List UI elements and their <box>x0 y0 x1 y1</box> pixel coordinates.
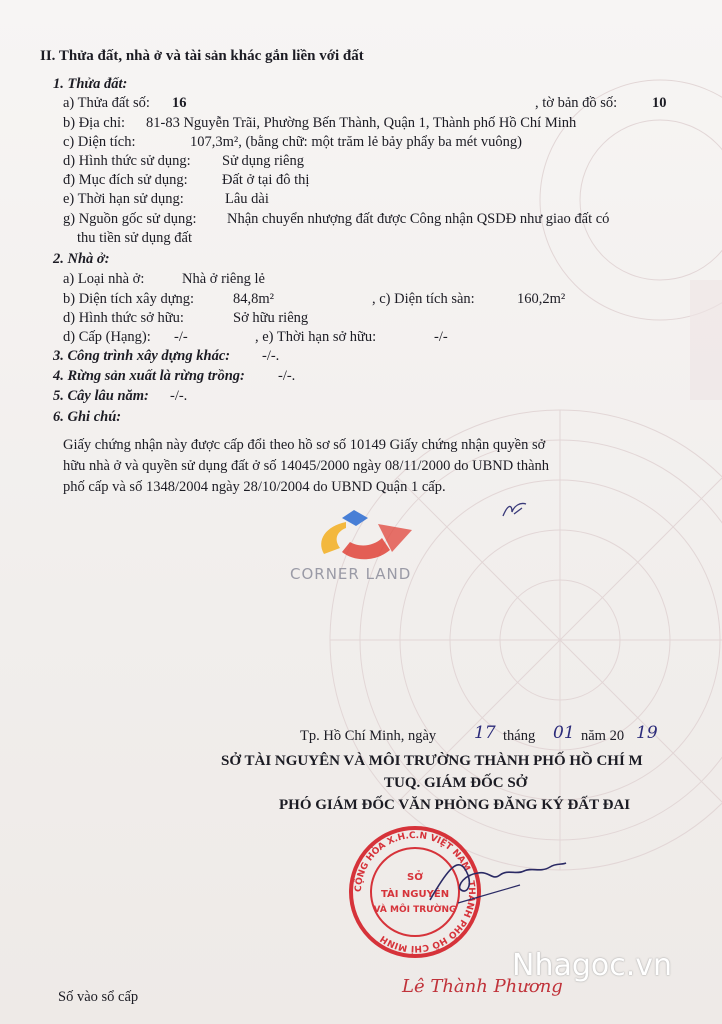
address-label: b) Địa chỉ: <box>63 115 126 131</box>
tuq-title: TUQ. GIÁM ĐỐC SỞ <box>384 775 528 791</box>
ownership-value: Sở hữu riêng <box>233 310 309 326</box>
purpose-label: đ) Mục đích sử dụng: <box>63 172 188 188</box>
address-value: 81-83 Nguyễn Trãi, Phường Bến Thành, Quận 1, Thành phố Hồ Chí Minh <box>146 115 577 131</box>
authority-name: SỞ TÀI NGUYÊN VÀ MÔI TRƯỜNG THÀNH PHỐ HỒ CHÍ M <box>221 753 643 769</box>
floor-area-label: , c) Diện tích sàn: <box>372 291 475 307</box>
stamp-ring-text: CỘNG HÒA X.H.C.N VIỆT NAM · THÀNH PHỐ HỒ CHÍ MINH <box>353 830 477 954</box>
origin-value-line-1: Nhận chuyển nhượng đất được Công nhận QSDĐ như giao đất có <box>227 211 610 227</box>
ownership-label: d) Hình thức sở hữu: <box>63 310 184 326</box>
build-area-value: 84,8m² <box>233 291 275 307</box>
origin-label: g) Nguồn gốc sử dụng: <box>63 211 197 227</box>
notes-line-3: phố cấp và số 1348/2004 ngày 28/10/2004 do UBND Quận 1 cấp. <box>63 479 446 495</box>
forest-heading: 4. Rừng sản xuất là rừng trồng: <box>53 368 245 384</box>
usage-form-value: Sử dụng riêng <box>222 153 304 169</box>
stamp-center-line-1: SỞ <box>407 872 423 883</box>
register-label: Số vào sổ cấp <box>58 989 139 1005</box>
own-term-label: , e) Thời hạn sở hữu: <box>255 329 377 345</box>
floor-area-value: 160,2m² <box>517 291 566 307</box>
land-heading: 1. Thửa đất: <box>53 76 128 92</box>
corner-land-logo-icon <box>306 508 418 566</box>
signing-month-label: tháng <box>503 728 536 744</box>
initial-mark-icon <box>500 498 530 522</box>
area-label: c) Diện tích: <box>63 134 136 150</box>
map-sheet-number: 10 <box>652 95 667 111</box>
section-title: II. Thửa đất, nhà ở và tài sản khác gắn liền với đất <box>40 48 364 64</box>
house-type-value: Nhà ở riêng lẻ <box>182 271 265 287</box>
signer-name: Lê Thành Phương <box>402 976 563 997</box>
handwritten-signature-icon <box>420 845 570 915</box>
position-title: PHÓ GIÁM ĐỐC VĂN PHÒNG ĐĂNG KÝ ĐẤT ĐAI <box>279 797 631 813</box>
other-construction-value: -/-. <box>262 348 280 364</box>
signing-day: 17 <box>474 723 496 743</box>
term-label: e) Thời hạn sử dụng: <box>63 191 184 207</box>
nhagoc-watermark-text: Nhagoc.vn <box>512 948 673 983</box>
grade-value: -/- <box>174 329 188 345</box>
house-heading: 2. Nhà ở: <box>53 251 110 267</box>
corner-land-brand-text: CORNER LAND <box>290 565 412 583</box>
term-value: Lâu dài <box>225 191 269 207</box>
stamp-center-line-2: TÀI NGUYÊN <box>380 889 450 900</box>
signing-year-label: năm 20 <box>581 728 625 744</box>
perennial-heading: 5. Cây lâu năm: <box>53 388 149 404</box>
house-type-label: a) Loại nhà ở: <box>63 271 145 287</box>
signing-place: Tp. Hồ Chí Minh, ngày <box>300 728 437 744</box>
grade-label: d) Cấp (Hạng): <box>63 329 151 345</box>
notes-line-2: hữu nhà ở và quyền sử dụng đất ở số 14045/2000 ngày 08/11/2000 do UBND thành <box>63 458 550 474</box>
forest-value: -/-. <box>278 368 296 384</box>
map-sheet-label: , tờ bản đồ số: <box>535 95 618 111</box>
origin-value-line-2: thu tiền sử dụng đất <box>77 230 192 246</box>
own-term-value: -/- <box>434 329 448 345</box>
parcel-label: a) Thửa đất số: <box>63 95 150 111</box>
other-construction-heading: 3. Công trình xây dựng khác: <box>53 348 231 364</box>
signing-month: 01 <box>553 723 575 743</box>
notes-heading: 6. Ghi chú: <box>53 409 122 425</box>
signing-year-suffix: 19 <box>636 723 658 743</box>
usage-form-label: d) Hình thức sử dụng: <box>63 153 191 169</box>
perennial-value: -/-. <box>170 388 188 404</box>
area-value: 107,3m², (bằng chữ: một trăm lẻ bảy phẩy ba mét vuông) <box>190 134 522 150</box>
stamp-center-line-3: VÀ MÔI TRƯỜNG <box>373 905 457 915</box>
purpose-value: Đất ở tại đô thị <box>222 172 310 188</box>
parcel-number: 16 <box>172 95 187 111</box>
build-area-label: b) Diện tích xây dựng: <box>63 291 195 307</box>
notes-line-1: Giấy chứng nhận này được cấp đổi theo hồ sơ số 10149 Giấy chứng nhận quyền sở <box>63 437 546 453</box>
